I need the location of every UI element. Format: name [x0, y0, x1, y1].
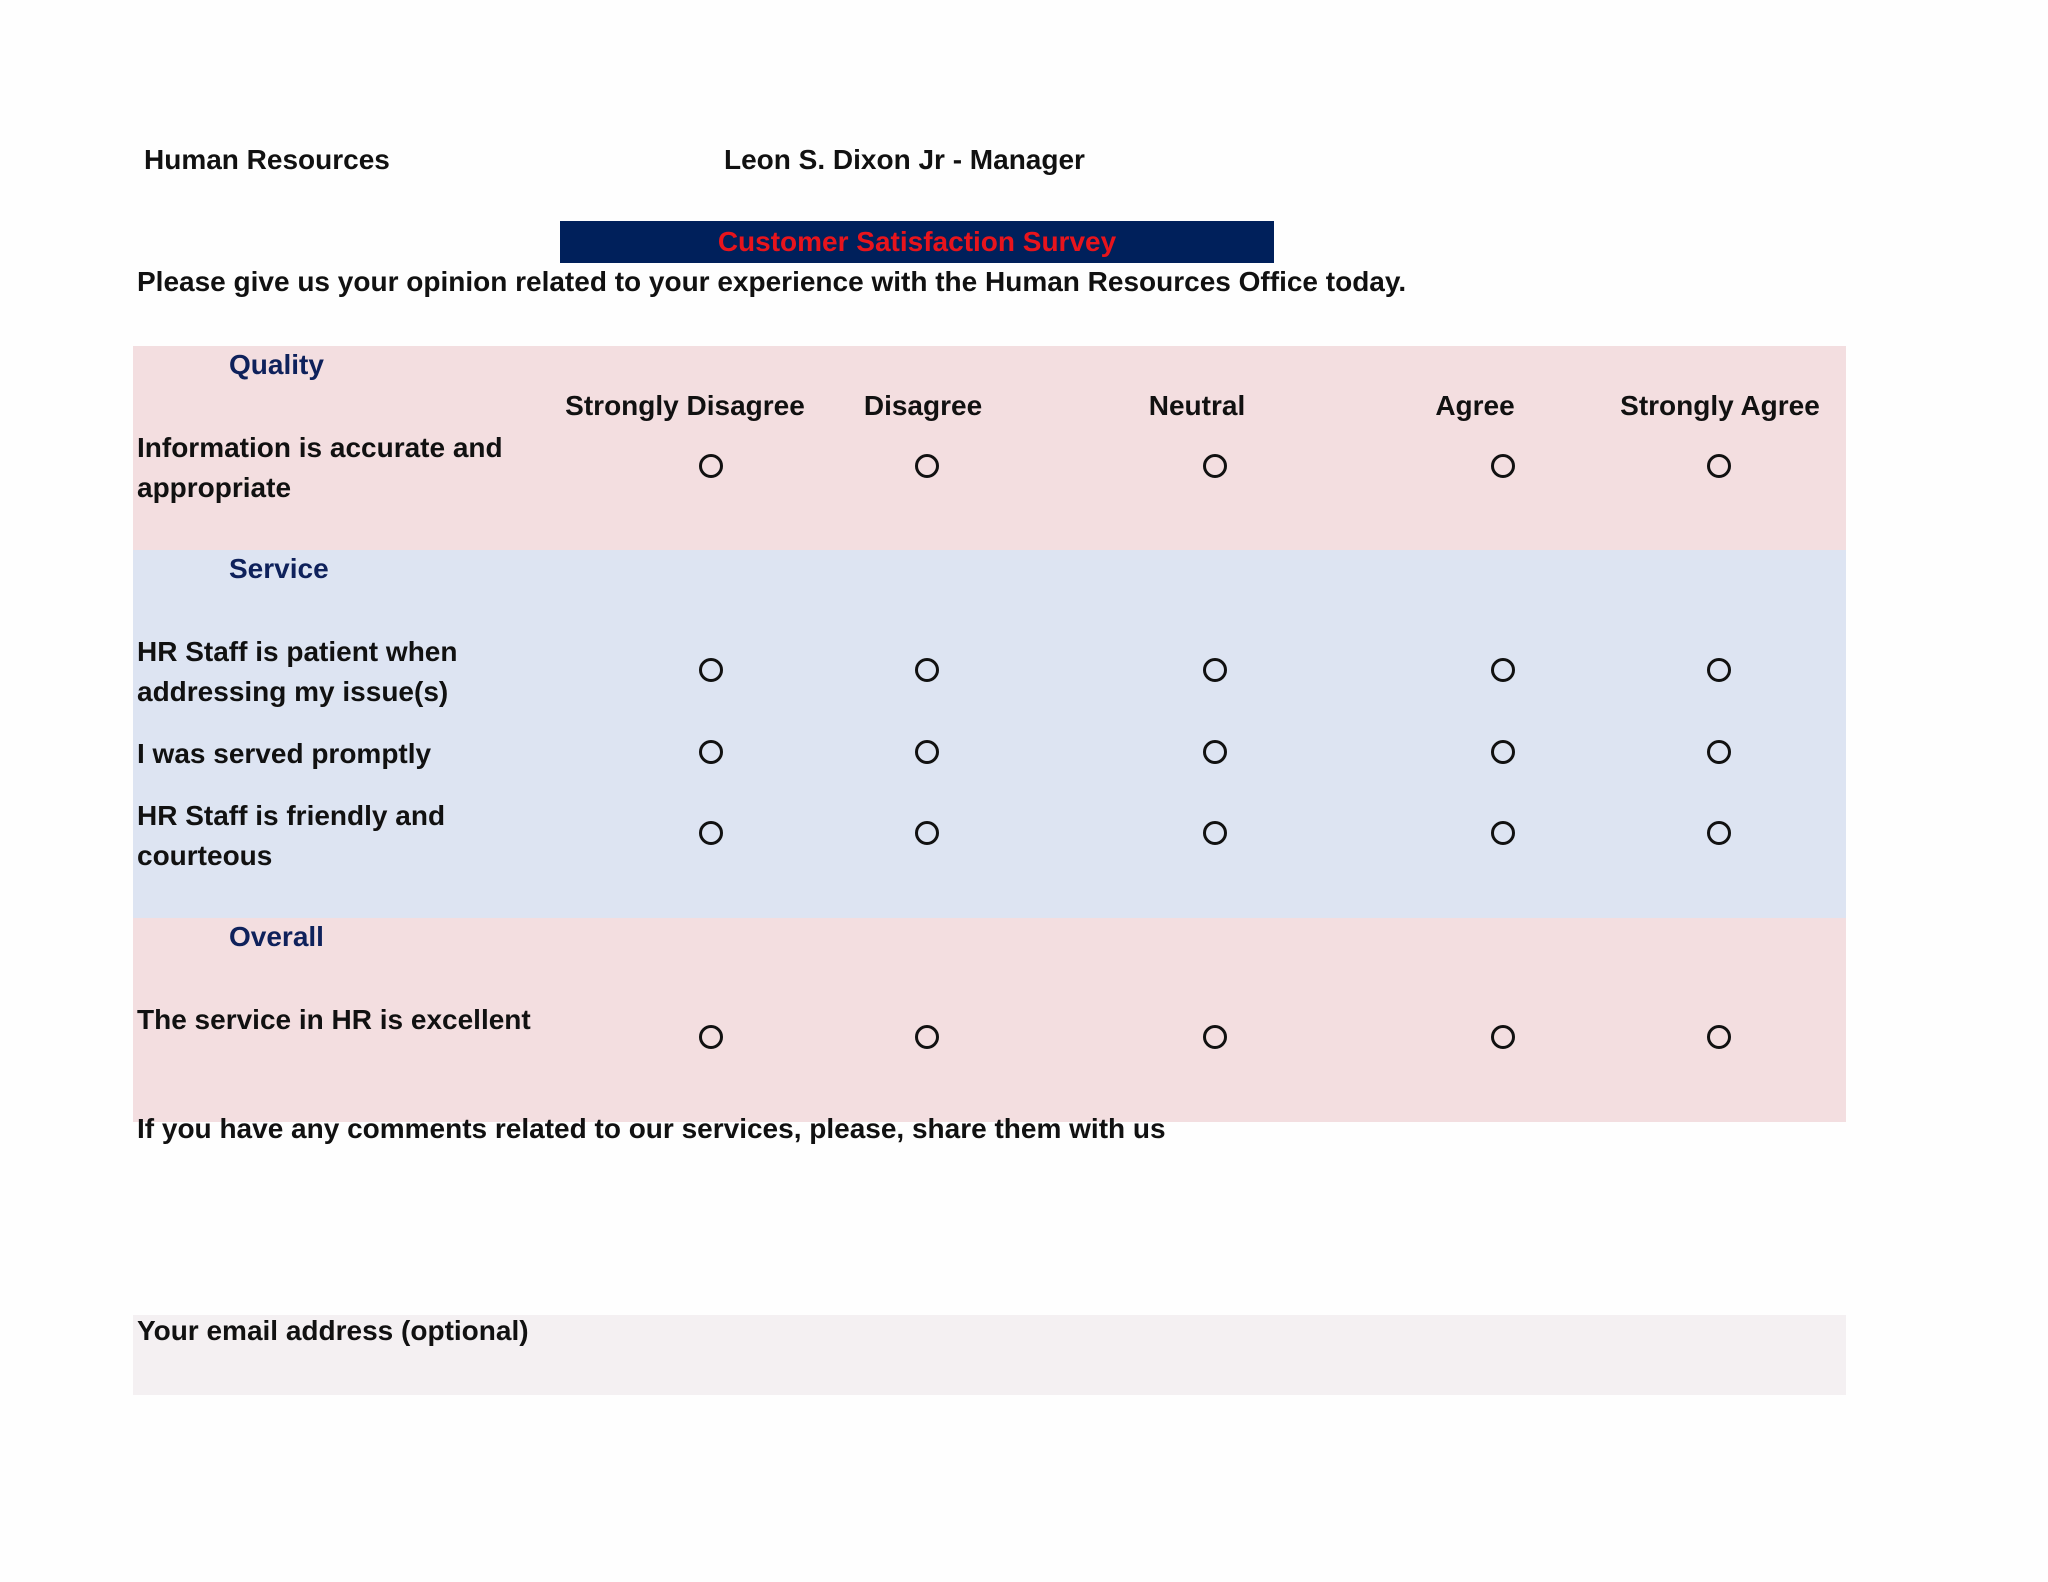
question-service-excellent: The service in HR is excellent — [137, 1004, 531, 1035]
radio-q5-disagree[interactable] — [915, 1025, 939, 1049]
scale-label-agree: Agree — [1435, 390, 1515, 421]
comments-label: If you have any comments related to our services, please, share them with us — [137, 1113, 1166, 1144]
radio-q3-strongly-agree[interactable] — [1707, 740, 1731, 764]
radio-q3-disagree[interactable] — [915, 740, 939, 764]
radio-q5-strongly-disagree[interactable] — [699, 1025, 723, 1049]
section-heading-service: Service — [229, 553, 329, 584]
radio-q1-strongly-agree[interactable] — [1707, 454, 1731, 478]
survey-title-bar — [560, 221, 1274, 263]
radio-q5-strongly-agree[interactable] — [1707, 1025, 1731, 1049]
radio-q2-strongly-disagree[interactable] — [699, 658, 723, 682]
question-served-promptly: I was served promptly — [137, 738, 432, 769]
radio-q4-disagree[interactable] — [915, 821, 939, 845]
radio-q2-neutral[interactable] — [1203, 658, 1227, 682]
scale-label-disagree: Disagree — [863, 390, 983, 421]
radio-q5-neutral[interactable] — [1203, 1025, 1227, 1049]
question-accurate-information: Information is accurate and appropriate — [137, 432, 503, 503]
question-staff-friendly: HR Staff is friendly and courteous — [137, 800, 446, 871]
manager-name: Leon S. Dixon Jr - Manager — [724, 144, 1085, 175]
section-heading-overall: Overall — [229, 921, 324, 952]
survey-intro: Please give us your opinion related to your experience with the Human Resources Office today. — [137, 266, 1407, 297]
comments-input[interactable] — [133, 1152, 1846, 1312]
radio-q1-disagree[interactable] — [915, 454, 939, 478]
scale-label-strongly-disagree: Strongly Disagree — [565, 390, 805, 421]
radio-q2-strongly-agree[interactable] — [1707, 658, 1731, 682]
radio-q4-agree[interactable] — [1491, 821, 1515, 845]
radio-q1-agree[interactable] — [1491, 454, 1515, 478]
department-name: Human Resources — [144, 144, 390, 175]
radio-q2-disagree[interactable] — [915, 658, 939, 682]
email-label: Your email address (optional) — [137, 1315, 529, 1346]
radio-q4-strongly-agree[interactable] — [1707, 821, 1731, 845]
radio-q2-agree[interactable] — [1491, 658, 1515, 682]
radio-q4-strongly-disagree[interactable] — [699, 821, 723, 845]
radio-q3-strongly-disagree[interactable] — [699, 740, 723, 764]
section-heading-quality: Quality — [229, 349, 324, 380]
radio-q1-strongly-disagree[interactable] — [699, 454, 723, 478]
radio-q5-agree[interactable] — [1491, 1025, 1515, 1049]
survey-title: Customer Satisfaction Survey — [717, 226, 1117, 257]
scale-label-strongly-agree: Strongly Agree — [1620, 390, 1820, 421]
radio-q4-neutral[interactable] — [1203, 821, 1227, 845]
radio-q3-neutral[interactable] — [1203, 740, 1227, 764]
radio-q1-neutral[interactable] — [1203, 454, 1227, 478]
radio-q3-agree[interactable] — [1491, 740, 1515, 764]
question-staff-patient: HR Staff is patient when addressing my issue(s) — [137, 636, 458, 707]
scale-label-neutral: Neutral — [1148, 390, 1246, 421]
